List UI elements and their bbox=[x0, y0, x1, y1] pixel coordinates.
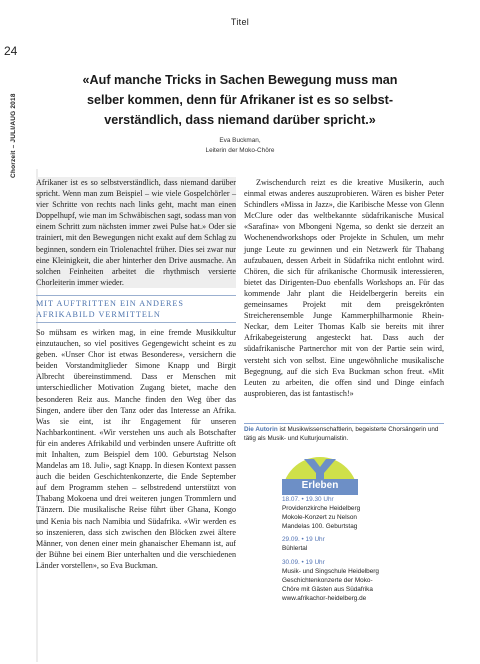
badge-label: Erleben bbox=[301, 480, 339, 491]
event-line: Mokole-Konzert zu Nelson bbox=[282, 514, 357, 522]
event-line: Chöre mit Gästen aus Südafrika bbox=[282, 585, 373, 593]
event-item bbox=[282, 495, 452, 531]
event-item bbox=[282, 535, 452, 553]
event-line: Musik- und Singschule Heidelberg bbox=[282, 567, 379, 575]
author-note-text: ist Musikwissenschaftlerin, begeisterte Chorsängerin und tätig als Musik- und Kulturjournalistin. bbox=[244, 426, 439, 442]
pull-quote-line: selber kommen, denn für Afrikaner ist es so selbst- bbox=[86, 93, 394, 107]
event-item bbox=[282, 558, 452, 594]
event-date: 29.09. • 19 Uhr bbox=[282, 536, 325, 544]
event-line: Bühlertal bbox=[282, 545, 308, 553]
y-logo-icon bbox=[300, 459, 340, 481]
event-line: Mandelas 100. Geburtstag bbox=[282, 523, 358, 531]
subhead-line: MIT AUFTRITTEN EIN ANDERES bbox=[36, 298, 184, 308]
pull-quote-line: «Auf manche Tricks in Sachen Bewegung muss man bbox=[82, 73, 398, 87]
article-subhead bbox=[36, 295, 236, 323]
magazine-meta-text: Chorzeit – JULI/AUG 2018 bbox=[10, 93, 17, 178]
event-date: 30.09. • 19 Uhr bbox=[282, 558, 325, 566]
event-line: Providenzkirche Heidelberg bbox=[282, 505, 361, 513]
section-title: Titel bbox=[230, 17, 250, 27]
page-number: 24 bbox=[4, 44, 18, 58]
author-note bbox=[244, 423, 444, 444]
author-note-label: Die Autorin bbox=[244, 426, 278, 433]
website-link[interactable]: www.afrikachor-heidelberg.de bbox=[282, 594, 367, 602]
pull-quote bbox=[70, 70, 410, 130]
quote-attribution bbox=[150, 136, 330, 155]
article-paragraph-intro: Afrikaner ist es so selbstverständlich, dass niemand darüber spricht. Wenn man zum Beispiel – wie viele Gospelchörler – vier Schritte von rechts nach links geht, macht man einen Doppelhupf, wie man im Schwäbischen sagt, sodass man von einem Schritt zum nächsten immer zwei Pulse hat.» Oder sie trainiert, mit den Bewegungen nicht exakt auf dem Schlag zu beginnen, sondern ein Triolenachtel früher. Dies sei zwar nur eine Kleinigkeit, die aber hinterher den Drive ausmache. An solchen Feinheiten arbeitet die rhythmisch versierte Chorleiterin immer wieder. bbox=[36, 178, 236, 287]
events-list bbox=[282, 495, 452, 603]
quote-author-role: Leiterin der Moko-Chöre bbox=[205, 146, 275, 154]
article-column-right bbox=[244, 177, 444, 399]
erleben-badge bbox=[282, 457, 358, 495]
magazine-meta bbox=[10, 68, 20, 178]
article-paragraph: So mühsam es wirken mag, in eine fremde Musikkultur einzutauchen, so viel positives Gegengewicht scheint es zu geben. «Unser Chor ist etwas Besonderes», versichern die beiden Vorstandmitglieder Simone Knapp und Birgit Albrecht übereinstimmend. Dass er Menschen mit unterschiedlicher Motivation Zugang bietet, mache den besonderen Reiz aus. Manche finden den Weg über das Singen, andere über den Tanz oder das Interesse an Afrika. Was sie eint, ist ihr Engagement für unseren Nachbarkontinent. «Wir verstehen uns auch als Botschafter für ein anderes Afrikabild und verbinden unsere Auftritte oft mit Inhalten, zum Beispiel dem 100. Geburtstag Nelson Mandelas am 18. Juli», sagt Knapp. In diesen Kontext passen auch die beiden Geschichtenkonzerte, die Ende September auf dem Programm stehen – selbstredend unterstützt von Thabang Mokoena und drei weiteren jungen Trommlern und Tänzern. Die musikalische Reise führt über Ghana, Kongo und Kenia bis nach Namibia und Südafrika. «Wir werden es so inszenieren, dass sich zwischen den Blöcken zwei ältere Männer, von denen einer mein ghanaischer Ehemann ist, auf der Bühne bei einem Bier unterhalten und die verschiedenen Länder vorstellen», so Eva Buckman. bbox=[36, 327, 236, 570]
event-date: 18.07. • 19.30 Uhr bbox=[282, 496, 334, 503]
article-paragraph: Zwischendurch reizt es die kreative Musikerin, auch einmal etwas anderes auszuprobieren. Wären es bisher Peter Schindlers «Missa in Jazz», die Karibische Messe von Glenn McClure oder das weltbekannte südafrikanische Musical «Sarafina» von Mbongeni Ngema, so denkt sie derzeit an Wochenendworkshops oder Projekte in Schulen, um mehr junge Leute zu gewinnen und ein Netzwerk für Thabang aufzubauen, dessen Arbeit in Südafrika nicht entlohnt wird. Chören, die sich für afrikanische Chormusik interessieren, bietet das Dirigenten-Duo ebenfalls Workshops an. Für das kommende Jahr plant die Heidelbergerin bereits ein gemeinsames Projekt mit dem preisgekrönten Streicherensemble Junge Kammerphilharmonie Rhein-Neckar, dem Leiter Thomas Kalb sie bereits mit ihrer Afrikabegeisterung angesteckt hat. Dass auch der südafrikanische Partnerchor mit von der Partie sein wird, versteht sich von selbst. Eine ungewöhnliche musikalische Begegnung, auf die sich Eva Buckman schon freut. «Mit Leuten zu arbeiten, die offen sind und Dinge einfach ausprobieren, das ist fantastisch!» bbox=[244, 178, 444, 398]
article-column-left bbox=[36, 177, 236, 571]
event-line: Geschichtenkonzerte der Moko- bbox=[282, 576, 373, 584]
pull-quote-line: verständlich, dass niemand darüber spricht.» bbox=[104, 113, 376, 127]
quote-author-name: Eva Buckman, bbox=[219, 137, 261, 144]
subhead-line: AFRIKABILD VERMITTELN bbox=[36, 309, 161, 319]
